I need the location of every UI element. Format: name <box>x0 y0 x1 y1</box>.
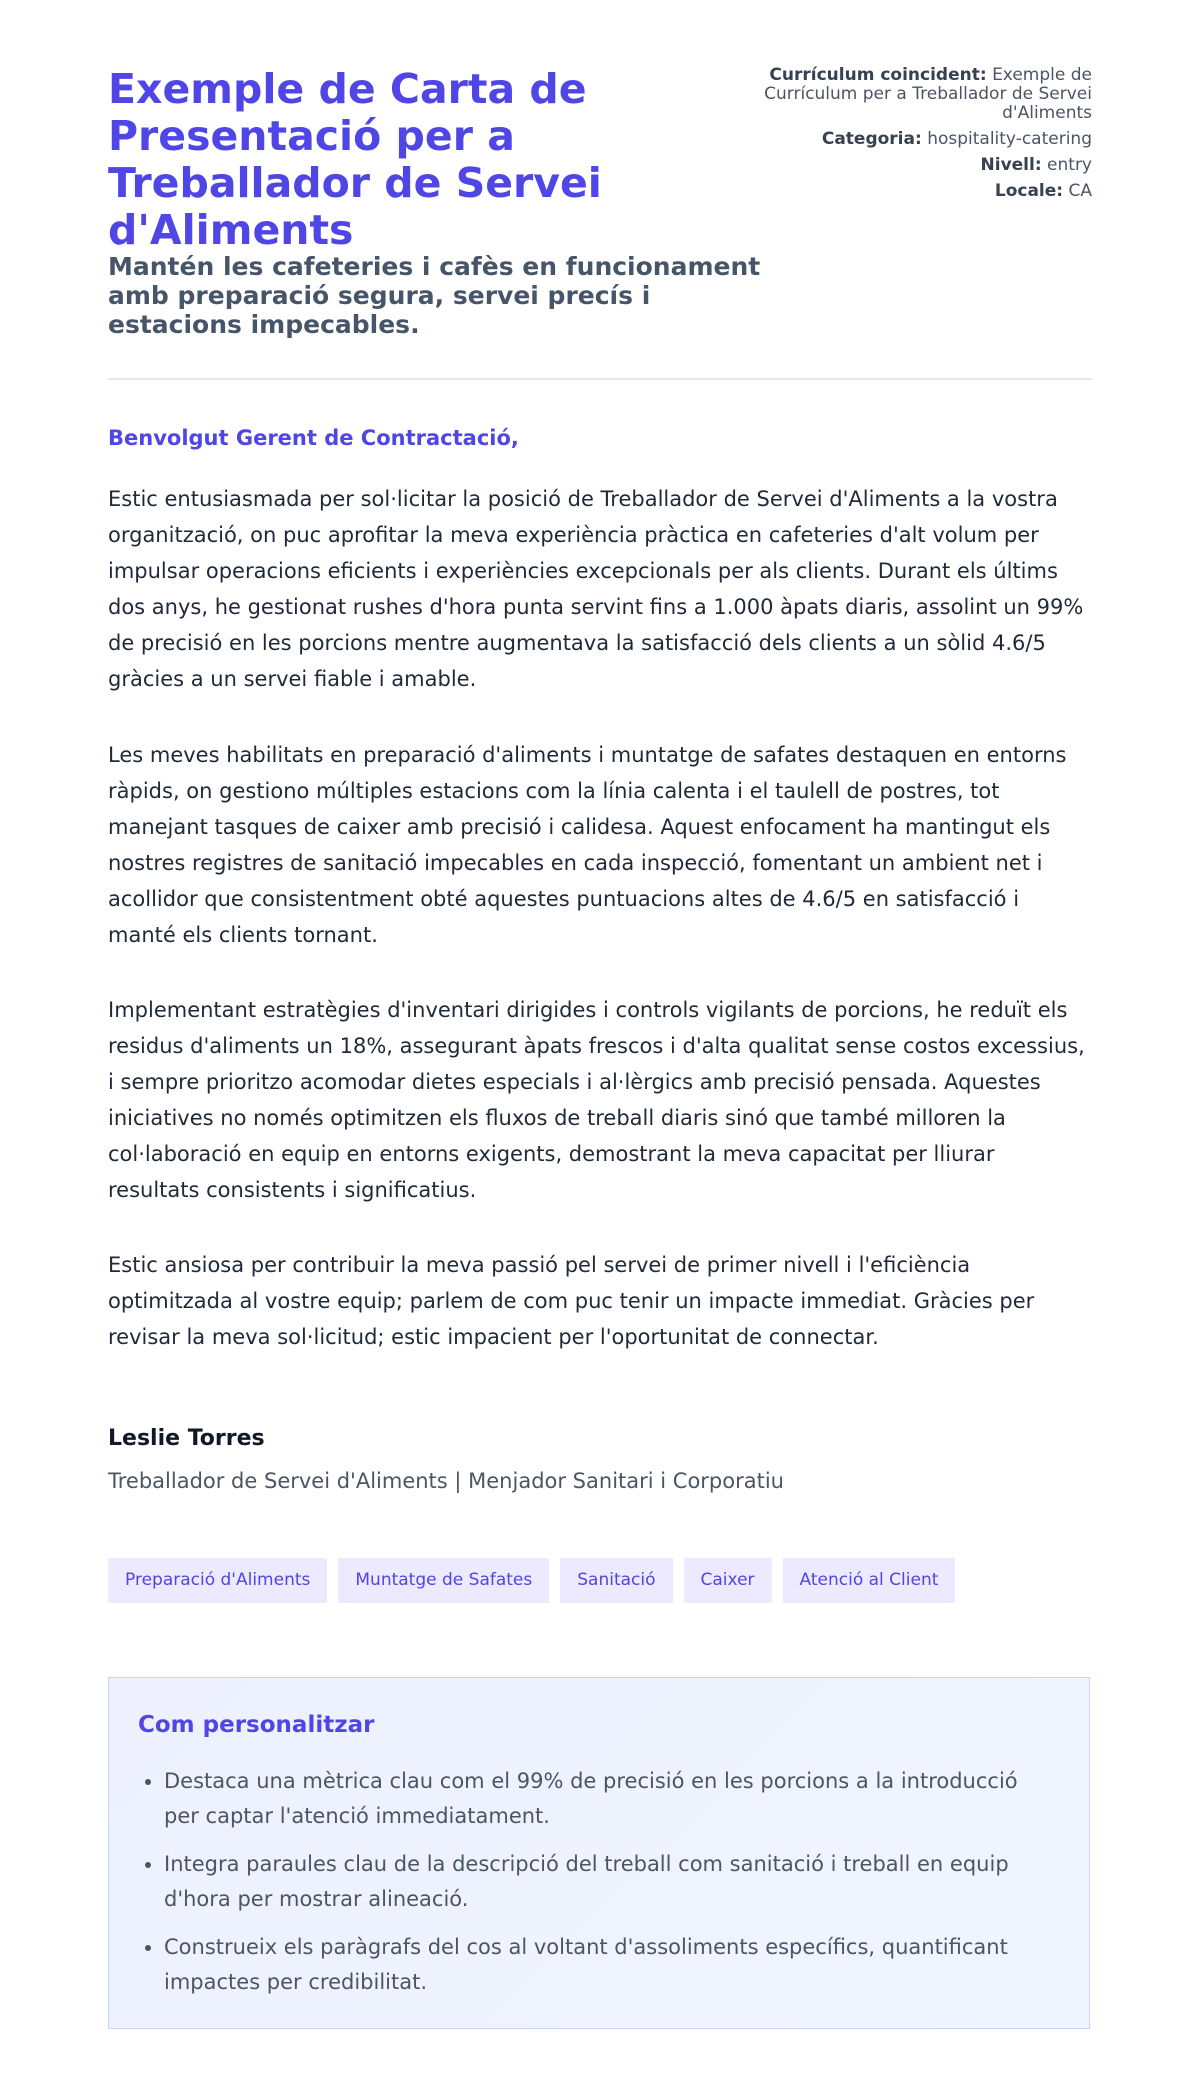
letter-paragraph-3: Implementant estratègies d'inventari dirigides i controls vigilants de porcions, he reduït els residus d'aliments un 18%, assegurant àpats frescos i d'alta qualitat sense costos excessius, i sempre prioritzo acomodar dietes especials i al·lèrgics amb precisió pensada. Aquestes iniciatives no només optimitzen els fluxos de treball diaris sinó que també milloren la col·laboració en equip en entorns exigents, demostrant la meva capacitat per lliurar resultats consistents i significatius. <box>108 998 1085 1202</box>
skill-tag: Atenció al Client <box>783 1558 956 1603</box>
skill-tag: Caixer <box>684 1558 772 1603</box>
meta-matching-resume <box>752 66 1092 123</box>
meta-level <box>752 156 1092 175</box>
meta-key: Nivell: <box>980 155 1042 175</box>
tips-title: Com personalitzar <box>138 1712 375 1738</box>
signature-name: Leslie Torres <box>108 1426 265 1451</box>
skill-tags <box>108 1558 955 1603</box>
skill-tag: Sanitació <box>560 1558 672 1603</box>
letter-paragraph-1: Estic entusiasmada per sol·licitar la posició de Treballador de Servei d'Aliments a la vostra organització, on puc aprofitar la meva experiència pràctica en cafeteries d'alt volum per impulsar operacions eficients i experiències excepcionals per als clients. Durant els últims dos anys, he gestionat rushes d'hora punta servint fins a 1.000 àpats diaris, assolint un 99% de precisió en les porcions mentre augmentava la satisfacció dels clients a un sòlid 4.6/5 gràcies a un servei fiable i amable. <box>108 487 1084 691</box>
signature-title: Treballador de Servei d'Aliments | Menjador Sanitari i Corporatiu <box>108 1469 784 1493</box>
meta-key: Currículum coincident: <box>769 65 987 85</box>
meta-category <box>752 130 1092 149</box>
tip-item: • Integra paraules clau de la descripció del treball com sanitació i treball en equip d'hora per mostrar alineació. <box>164 1847 1044 1917</box>
meta-locale <box>752 182 1092 201</box>
skill-tag: Muntatge de Safates <box>338 1558 549 1603</box>
page-title: Exemple de Carta de Presentació per a Treballador de Servei d'Aliments <box>108 65 602 254</box>
tip-item: • Construeix els paràgrafs del cos al voltant d'assoliments específics, quantificant impactes per credibilitat. <box>164 1930 1044 2000</box>
customization-tips-box <box>108 1677 1090 2029</box>
letter-greeting: Benvolgut Gerent de Contractació, <box>108 426 519 450</box>
letter-paragraph-4: Estic ansiosa per contribuir la meva passió pel servei de primer nivell i l'eficiència optimitzada al vostre equip; parlem de com puc tenir un impacte immediat. Gràcies per revisar la meva sol·licitud; estic impacient per l'oportunitat de connectar. <box>108 1253 1035 1349</box>
metadata-panel <box>752 66 1092 208</box>
letter-paragraph-2: Les meves habilitats en preparació d'aliments i muntatge de safates destaquen en entorns ràpids, on gestiono múltiples estacions com la línia calenta i el taulell de postres, tot manejant tasques de caixer amb precisió i calidesa. Aquest enfocament ha mantingut els nostres registres de sanitació impecables en cada inspecció, fomentant un ambient net i acollidor que consistentment obté aquestes puntuacions altes de 4.6/5 en satisfacció i manté els clients tornant. <box>108 743 1067 947</box>
meta-key: Locale: <box>994 181 1064 201</box>
skill-tag: Preparació d'Aliments <box>108 1558 327 1603</box>
cover-letter-page <box>108 0 1092 1994</box>
page-subtitle: Mantén les cafeteries i cafès en funcionament amb preparació segura, servei precís i estacions impecables. <box>108 252 761 339</box>
meta-value: Exemple de Currículum per a Treballador de Servei d'Aliments <box>764 65 1092 123</box>
meta-value: entry <box>1047 155 1092 175</box>
meta-value: CA <box>1068 181 1092 201</box>
meta-value: hospitality-catering <box>927 129 1092 149</box>
meta-key: Categoria: <box>821 129 922 149</box>
tip-item: • Destaca una mètrica clau com el 99% de precisió en les porcions a la introducció per captar l'atenció immediatament. <box>164 1764 1044 1834</box>
page-header <box>108 0 1092 380</box>
tips-list <box>138 1764 1044 2013</box>
